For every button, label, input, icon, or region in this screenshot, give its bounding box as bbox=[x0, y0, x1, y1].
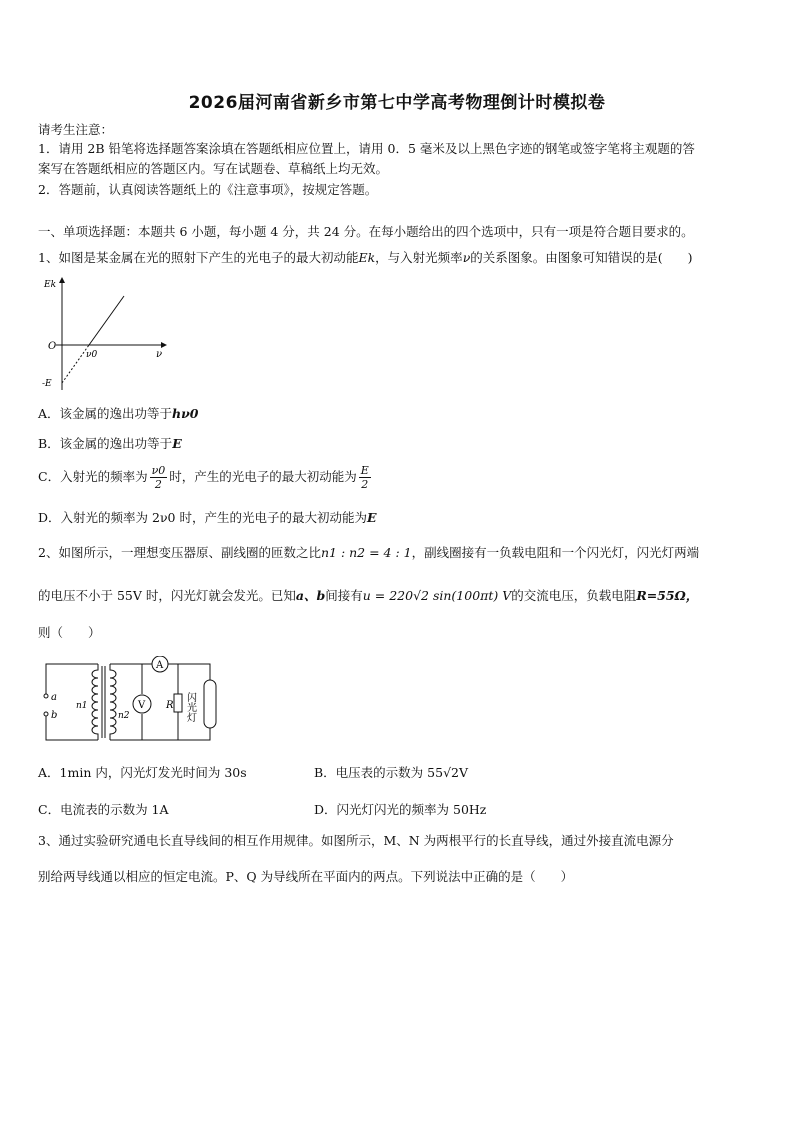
q1-option-d-symbol: E bbox=[366, 510, 377, 525]
page-title: 2026届河南省新乡市第七中学高考物理倒计时模拟卷 bbox=[188, 93, 606, 113]
q2-option-a[interactable]: A．1min 内，闪光灯发光时间为 30s bbox=[38, 765, 247, 780]
q2-resistor-symbol bbox=[174, 694, 182, 712]
q3-stem-line-1: 3、通过实验研究通电长直导线间的相互作用规律。如图所示，M、N 为两根平行的长直导线，通过外接直流电源分 bbox=[38, 833, 674, 848]
q2-stem-line-3: 则（ ） bbox=[38, 625, 101, 640]
q1-stem-text-b: ，与入射光频率 bbox=[375, 250, 463, 265]
q2-primary-wire-top bbox=[46, 664, 98, 694]
section-1-heading: 一、单项选择题：本题共 6 小题，每小题 4 分，共 24 分。在每小题给出的四个选项中，只有一项是符合题目要求的。 bbox=[38, 224, 694, 239]
q2-terminal-a bbox=[44, 694, 48, 698]
q2-stem-line-2 bbox=[38, 588, 698, 604]
q1-option-a-symbol: hν0 bbox=[172, 406, 199, 421]
q2-secondary-coil bbox=[110, 664, 116, 740]
notice-item-2: 2．答题前，认真阅读答题纸上的《注意事项》，按规定答题。 bbox=[38, 182, 378, 197]
q1-option-d-text: D．入射光的频率为 2ν0 时，产生的光电子的最大初动能为 bbox=[38, 510, 367, 525]
q1-option-a-text: A．该金属的逸出功等于 bbox=[38, 406, 173, 421]
q1-option-c-frac-2 bbox=[359, 464, 371, 491]
q2-option-b[interactable]: B．电压表的示数为 55√2V bbox=[314, 765, 469, 780]
notice-heading: 请考生注意： bbox=[38, 122, 114, 137]
q1-graph bbox=[38, 272, 178, 396]
q1-stem-ek: Ek bbox=[358, 250, 376, 265]
q1-graph-line bbox=[89, 296, 124, 345]
q1-option-b-symbol: E bbox=[172, 436, 182, 451]
q1-stem bbox=[38, 250, 693, 266]
q2-line-1-text-b: ，副线圈接有一负载电阻和一个闪光灯，闪光灯两端 bbox=[411, 545, 700, 560]
q1-graph-minus-e-label: -E bbox=[42, 379, 52, 389]
q2-circuit-diagram bbox=[38, 656, 228, 748]
q2-label-n2: n2 bbox=[118, 711, 130, 721]
q1-option-c-frac-2-num: E bbox=[360, 464, 369, 477]
q1-graph-x-label: ν bbox=[156, 349, 163, 360]
q1-option-b-text: B．该金属的逸出功等于 bbox=[38, 436, 173, 451]
q1-graph-nu0-label: ν0 bbox=[86, 350, 98, 360]
q2-option-c[interactable]: C．电流表的示数为 1A bbox=[38, 802, 169, 817]
q2-secondary-wire-top-right bbox=[168, 664, 210, 680]
q2-lamp-label: 闪光灯 bbox=[184, 692, 196, 722]
q1-option-a[interactable] bbox=[38, 406, 199, 422]
q1-option-d[interactable] bbox=[38, 510, 377, 526]
q2-secondary-wire-bottom bbox=[110, 728, 210, 740]
q2-line-2-text-c: 的交流电压，负载电阻 bbox=[511, 588, 637, 603]
q2-primary-coil bbox=[92, 664, 98, 740]
q3-stem-line-2: 别给两导线通以相应的恒定电流。P、Q 为导线所在平面内的两点。下列说法中正确的是（ ） bbox=[38, 869, 574, 884]
q2-line-2-ab: a、b bbox=[295, 588, 326, 603]
q2-flash-lamp-symbol bbox=[204, 680, 216, 728]
q1-option-c-frac-2-den: 2 bbox=[361, 478, 369, 491]
q2-voltmeter-label: V bbox=[138, 700, 146, 711]
q1-option-b[interactable] bbox=[38, 436, 182, 452]
q2-label-a: a bbox=[51, 692, 57, 703]
q2-option-d[interactable]: D．闪光灯闪光的频率为 50Hz bbox=[314, 802, 487, 817]
q2-ammeter-label: A bbox=[156, 660, 164, 671]
q1-option-c-text-a: C．入射光的频率为 bbox=[38, 469, 148, 484]
q1-graph-dashed-extension bbox=[62, 345, 89, 383]
q2-label-n1: n1 bbox=[76, 701, 88, 711]
q2-stem-line-1 bbox=[38, 545, 699, 561]
q2-line-2-text-b: 间接有 bbox=[325, 588, 363, 603]
q1-option-c-frac-1-den: 2 bbox=[154, 478, 162, 491]
q1-stem-nu: ν bbox=[462, 250, 471, 265]
q1-stem-text-a: 1、如图是某金属在光的照射下产生的光电子的最大初动能 bbox=[38, 250, 359, 265]
q2-line-2-text-a: 的电压不小于 55V 时，闪光灯就会发光。已知 bbox=[38, 588, 296, 603]
q1-graph-origin: O bbox=[48, 341, 57, 352]
q2-terminal-b bbox=[44, 712, 48, 716]
q1-option-c-frac-1-num: ν0 bbox=[151, 464, 166, 477]
q1-stem-text-c: 的关系图象。由图象可知错误的是( ) bbox=[470, 250, 693, 265]
q1-option-c-text-b: 时，产生的光电子的最大初动能为 bbox=[169, 469, 357, 484]
q2-turns-ratio: n1 : n2 = 4 : 1 bbox=[320, 545, 412, 560]
q2-line-1-text-a: 2、如图所示，一理想变压器原、副线圈的匝数之比 bbox=[38, 545, 321, 560]
notice-item-1-line-2: 案写在答题纸相应的答题区内。写在试题卷、草稿纸上均无效。 bbox=[38, 161, 389, 176]
q1-option-c-frac-1 bbox=[150, 464, 168, 491]
q1-graph-y-label: Ek bbox=[44, 280, 57, 290]
q2-resistor-label: R bbox=[166, 700, 174, 711]
q2-label-b: b bbox=[51, 710, 58, 721]
q2-voltage-formula: u = 220√2 sin(100πt) V bbox=[362, 588, 512, 603]
notice-item-1-line-1: 1．请用 2B 铅笔将选择题答案涂填在答题纸相应位置上，请用 0．5 毫米及以上黑色字迹的钢笔或签字笔将主观题的答 bbox=[38, 141, 695, 156]
q2-load-resistance: R=55Ω， bbox=[636, 588, 699, 603]
q1-option-c[interactable] bbox=[38, 464, 373, 491]
